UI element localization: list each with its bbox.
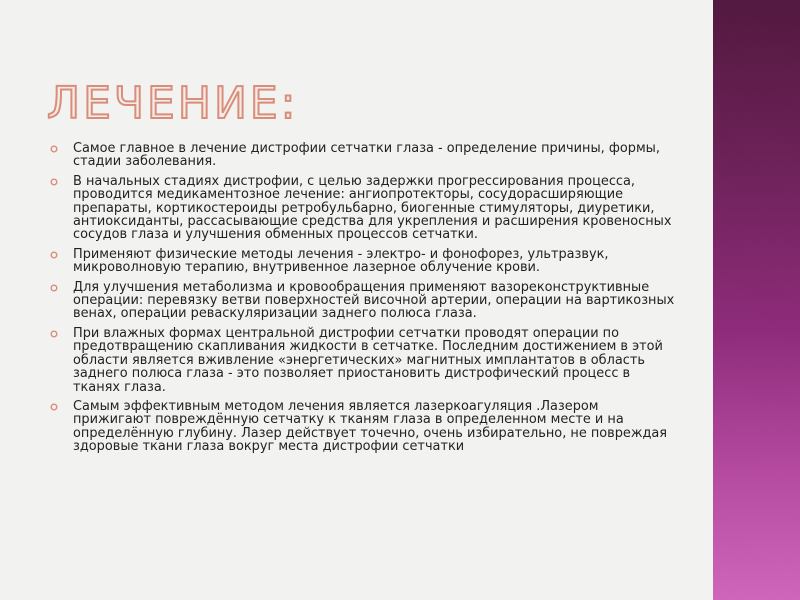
list-item — [48, 281, 678, 321]
slide-title: ЛЕЧЕНИЕ: — [47, 78, 299, 129]
ring-bullet-icon — [50, 251, 58, 259]
bullet-text: Самое главное в лечение дистрофии сетчатки глаза - определение причины, формы, стадии заболевания. — [73, 141, 660, 170]
list-item — [48, 248, 678, 275]
ring-bullet-icon — [50, 284, 58, 292]
ring-bullet-icon — [50, 330, 58, 338]
list-item — [48, 142, 678, 169]
decorative-side-panel — [713, 0, 800, 600]
bullet-text: Самым эффективным методом лечения является лазеркоагуляция .Лазером прижигают повреждённую сетчатку к тканям глаза в определенном месте и на определённую глубину. Лазер действует точечно, очень избирательно, не повреждая здоровые ткани глаза вокруг места дистрофии сетчатки — [73, 398, 668, 455]
bullet-text: Применяют физические методы лечения - электро- и фонофорез, ультразвук, микроволновую терапию, внутривенное лазерное облучение крови. — [73, 246, 609, 276]
bullet-text: Для улучшения метаболизма и кровообращения применяют вазореконструктивные операции: перевязку ветви поверхностей височной артерии, операции на вартикозных венах, операции реваскуляризации заднего полюса глаза. — [73, 279, 675, 322]
bullet-text: При влажных формах центральной дистрофии сетчатки проводят операции по предотвращению скапливания жидкости в сетчатке. Последним достижением в этой области является вживление «энергетических» магнитных имплантатов в область заднего полюса глаза - это позволяет приостановить дистрофический процесс в тканях глаза. — [73, 325, 663, 395]
ring-bullet-icon — [50, 145, 58, 153]
ring-bullet-icon — [50, 178, 58, 186]
list-item — [48, 327, 678, 394]
list-item — [48, 175, 678, 242]
list-item — [48, 400, 678, 454]
bullet-list — [48, 142, 678, 460]
bullet-text: В начальных стадиях дистрофии, с целью задержки прогрессирования процесса, проводится медикаментозное лечение: ангиопротекторы, сосудорасширяющие препараты, кортикостероиды ретробульбарно, биогенные стимуляторы, диуретики, антиоксиданты, рассасывающие средства для укрепления и расширения кровеносных сосудов глаза и улучшения обменных процессов сетчатки. — [73, 173, 672, 243]
ring-bullet-icon — [50, 403, 58, 411]
